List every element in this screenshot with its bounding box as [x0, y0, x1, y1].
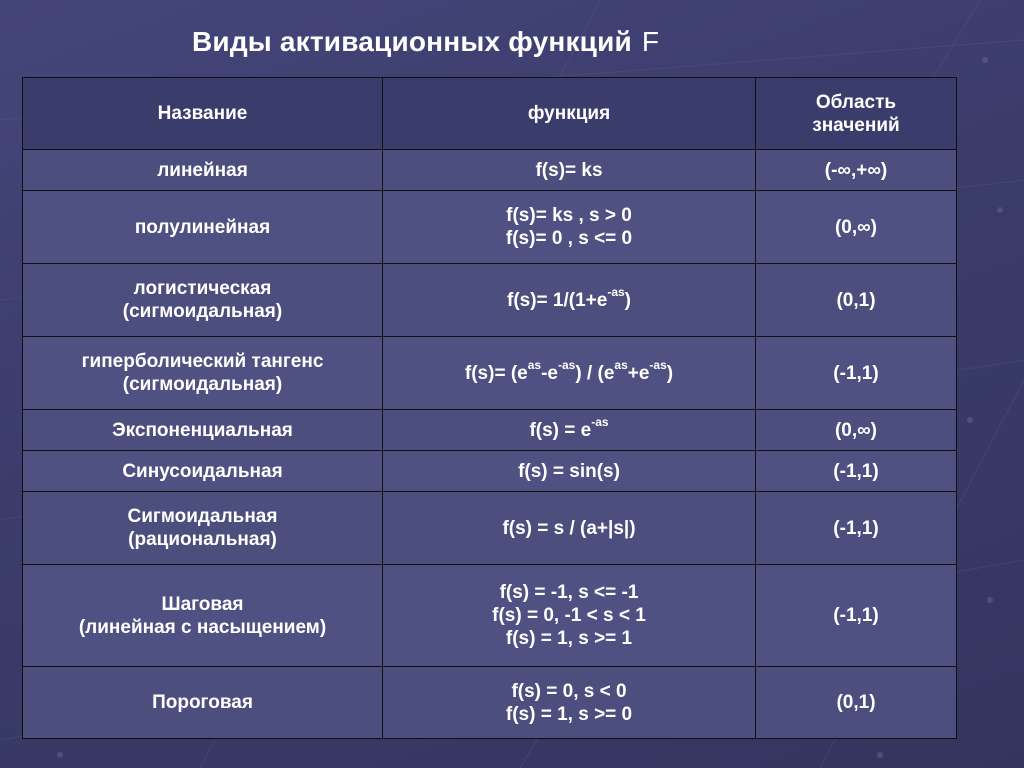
function-text: f(s) = 1, s >= 1: [505, 628, 633, 649]
function-text: f(s) = sin(s): [518, 460, 620, 482]
function-text: f(s)= (e: [464, 362, 528, 384]
function-text: f(s) = e: [529, 419, 592, 441]
function-line: [387, 159, 751, 182]
name-line: полулинейная: [134, 216, 271, 238]
table-row: [23, 337, 957, 410]
cell-function: [383, 191, 756, 264]
function-text: f(s)= ks: [535, 159, 603, 181]
function-text: ): [666, 362, 674, 384]
cell-range: (0,1): [756, 667, 957, 739]
function-text: +e: [627, 362, 650, 384]
cell-name: [23, 191, 383, 264]
table-row: [23, 667, 957, 739]
cell-name: [23, 451, 383, 492]
function-exponent: as: [614, 358, 628, 373]
table-row: [23, 264, 957, 337]
cell-function: [383, 565, 756, 667]
cell-range: (-1,1): [756, 492, 957, 565]
function-text: f(s) = 1, s >= 0: [505, 703, 633, 725]
function-exponent: -as: [557, 358, 576, 373]
header-name: Название: [23, 78, 383, 150]
table-row: [23, 410, 957, 451]
title-letter: F: [641, 26, 660, 57]
function-line: [387, 627, 751, 650]
function-text: f(s) = s / (a+|s|): [502, 517, 636, 539]
function-line: [387, 680, 751, 703]
function-text: f(s)= ks , s > 0: [506, 205, 632, 226]
name-line: гиперболический тангенс: [81, 351, 324, 372]
function-line: [387, 703, 751, 726]
cell-function: [383, 264, 756, 337]
slide-title: [192, 26, 659, 58]
name-line: (сигмоидальная): [122, 301, 283, 322]
function-line: [387, 227, 751, 250]
cell-range: (0,∞): [756, 410, 957, 451]
table-row: [23, 150, 957, 191]
cell-name: [23, 410, 383, 451]
cell-range: (0,1): [756, 264, 957, 337]
name-line: Экспоненциальная: [112, 419, 293, 441]
cell-range: (-1,1): [756, 337, 957, 410]
function-line: [387, 204, 751, 227]
function-text: f(s)= 1/(1+e: [507, 289, 608, 311]
name-line: (линейная с насыщением): [78, 616, 327, 638]
name-line: Синусоидальная: [122, 460, 283, 482]
function-text: ): [624, 289, 631, 311]
name-line: (сигмоидальная): [122, 374, 283, 395]
cell-function: [383, 492, 756, 565]
name-line: Пороговая: [152, 692, 253, 713]
cell-function: [383, 337, 756, 410]
cell-name: [23, 667, 383, 739]
cell-name: [23, 565, 383, 667]
function-exponent: as: [527, 358, 542, 373]
function-exponent: -as: [649, 358, 667, 373]
cell-function: [383, 150, 756, 191]
function-line: [387, 604, 751, 627]
table-row: [23, 191, 957, 264]
title-text: Виды активационных функций: [192, 26, 632, 57]
cell-function: [383, 667, 756, 739]
cell-range: (0,∞): [756, 191, 957, 264]
function-text: f(s) = 0, -1 < s < 1: [492, 605, 646, 626]
cell-range: (-∞,+∞): [756, 150, 957, 191]
function-text: f(s) = 0, s < 0: [511, 680, 627, 702]
table-row: [23, 565, 957, 667]
name-line: Сигмоидальная: [127, 506, 278, 527]
cell-function: [383, 451, 756, 492]
cell-name: [23, 337, 383, 410]
name-line: логистическая: [133, 278, 272, 299]
cell-name: [23, 492, 383, 565]
function-text: f(s)= 0 , s <= 0: [505, 228, 633, 249]
function-line: [387, 581, 751, 604]
cell-function: [383, 410, 756, 451]
function-line: [387, 517, 751, 540]
function-line: [387, 358, 751, 385]
function-line: [387, 460, 751, 483]
function-text: ) / (e: [575, 362, 615, 384]
header-function: функция: [383, 78, 756, 150]
table-row: [23, 492, 957, 565]
function-text: -e: [541, 362, 558, 384]
name-line: линейная: [157, 159, 248, 181]
table-header-row: [23, 78, 957, 150]
function-line: [387, 415, 751, 442]
name-line: Шаговая: [161, 593, 244, 615]
function-exponent: -as: [591, 415, 609, 430]
function-line: [387, 285, 751, 312]
function-text: f(s) = -1, s <= -1: [499, 582, 639, 603]
function-exponent: -as: [607, 285, 625, 300]
cell-name: [23, 150, 383, 191]
cell-name: [23, 264, 383, 337]
name-line: (рациональная): [128, 529, 277, 550]
cell-range: (-1,1): [756, 451, 957, 492]
activation-functions-table: [22, 77, 957, 739]
table-row: [23, 451, 957, 492]
header-range: Область значений: [756, 78, 957, 150]
cell-range: (-1,1): [756, 565, 957, 667]
